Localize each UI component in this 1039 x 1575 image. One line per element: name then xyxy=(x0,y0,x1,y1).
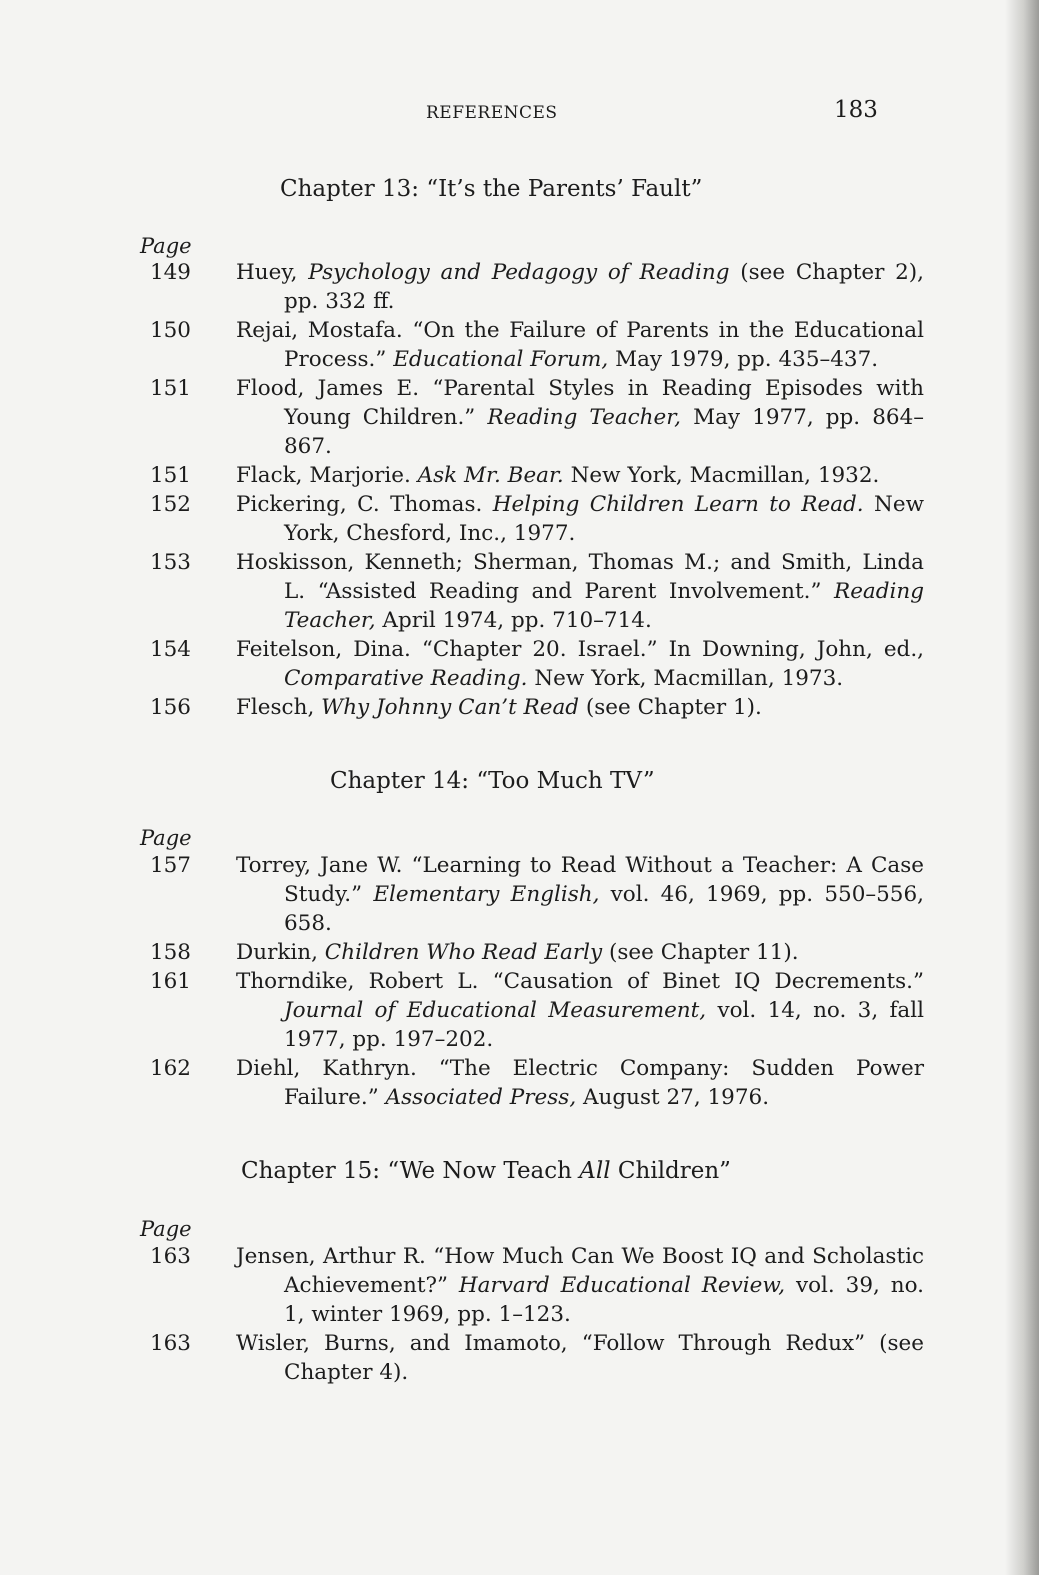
citation-text: vol. 46, 1969, pp. 550–556, 658. xyxy=(284,882,924,936)
citation-text: May 1977, pp. 864–867. xyxy=(284,405,925,459)
citation-text: Torrey, Jane W. “Learning to Read Without a Teacher: A Case Study.” xyxy=(236,853,924,907)
italic-title-text: Psychology and Pedagogy of Reading xyxy=(308,260,730,285)
reference-entry xyxy=(0,1054,1039,1112)
reference-citation xyxy=(236,851,924,938)
citation-text: April 1974, pp. 710–714. xyxy=(375,608,652,633)
citation-text: New York, Macmillan, 1973. xyxy=(527,666,844,691)
reference-entry xyxy=(0,374,1039,461)
reference-page-number: 162 xyxy=(149,1056,191,1081)
reference-citation xyxy=(236,461,924,490)
reference-entry xyxy=(0,316,1039,374)
reference-page-number: 163 xyxy=(149,1331,191,1356)
reference-entry xyxy=(0,461,1039,490)
citation-text: Hoskisson, Kenneth; Sherman, Thomas M.; and Smith, Linda L. “Assisted Reading and Parent Involvement.” xyxy=(236,550,924,604)
citation-text: (see Chapter 11). xyxy=(602,940,799,965)
citation-text: Thorndike, Robert L. “Causation of Binet IQ Decrements.” xyxy=(236,969,924,994)
citation-text: Children” xyxy=(610,1158,731,1184)
citation-text: Jensen, Arthur R. “How Much Can We Boost IQ and Scholastic Achievement?” xyxy=(236,1244,924,1298)
italic-title-text: Reading Teacher, xyxy=(487,405,682,430)
italic-title-text: All xyxy=(579,1158,611,1184)
citation-text: Flood, James E. “Parental Styles in Reading Episodes with Young Children.” xyxy=(236,376,924,430)
citation-text: August 27, 1976. xyxy=(576,1085,770,1110)
page-column-label: Page xyxy=(140,1217,192,1241)
reference-entry xyxy=(0,258,1039,316)
citation-text: Diehl, Kathryn. “The Electric Company: Sudden Power Failure.” xyxy=(236,1056,924,1110)
reference-page-number: 158 xyxy=(149,940,191,965)
citation-text: Rejai, Mostafa. “On the Failure of Parents in the Educational Process.” xyxy=(236,318,924,372)
reference-entry xyxy=(0,1329,1039,1387)
reference-entry xyxy=(0,938,1039,967)
italic-title-text: Helping Children Learn to Read. xyxy=(492,492,864,517)
reference-citation xyxy=(236,938,924,967)
reference-citation xyxy=(236,1054,924,1112)
italic-title-text: Associated Press, xyxy=(385,1085,577,1110)
reference-page-number: 153 xyxy=(149,550,191,575)
citation-text: (see Chapter 1). xyxy=(579,695,762,720)
italic-title-text: Children Who Read Early xyxy=(324,940,603,965)
reference-page-number: 156 xyxy=(149,695,191,720)
citation-text: May 1979, pp. 435–437. xyxy=(608,347,879,372)
citation-text: Durkin, xyxy=(236,940,325,965)
italic-title-text: Harvard Educational Review, xyxy=(458,1273,786,1298)
reference-entry xyxy=(0,967,1039,1054)
reference-entry xyxy=(0,1242,1039,1329)
reference-citation xyxy=(236,548,924,635)
citation-text: vol. 14, no. 3, fall 1977, pp. 197–202. xyxy=(284,998,924,1052)
citation-text: Wisler, Burns, and Imamoto, “Follow Through Redux” (see Chapter 4). xyxy=(236,1331,924,1385)
reference-citation xyxy=(236,1329,924,1387)
reference-citation xyxy=(236,316,924,374)
reference-page-number: 154 xyxy=(149,637,191,662)
reference-citation xyxy=(236,1242,924,1329)
italic-title-text: Educational Forum, xyxy=(393,347,609,372)
reference-entry xyxy=(0,851,1039,938)
citation-text: (see Chapter 2), pp. 332 ff. xyxy=(284,260,924,314)
citation-text: Huey, xyxy=(236,260,309,285)
italic-title-text: Ask Mr. Bear. xyxy=(417,463,564,488)
reference-page-number: 161 xyxy=(149,969,191,994)
citation-text: New York, Chesford, Inc., 1977. xyxy=(284,492,924,546)
citation-text: New York, Macmillan, 1932. xyxy=(563,463,880,488)
reference-citation xyxy=(236,635,924,693)
reference-page-number: 150 xyxy=(149,318,191,343)
citation-text: Flesch, xyxy=(236,695,322,720)
page-column-label: Page xyxy=(140,826,192,850)
citation-text: Chapter 15: “We Now Teach xyxy=(241,1158,580,1184)
reference-page-number: 149 xyxy=(149,260,191,285)
reference-page-number: 151 xyxy=(149,376,191,401)
citation-text: Pickering, C. Thomas. xyxy=(236,492,493,517)
reference-page-number: 163 xyxy=(149,1244,191,1269)
reference-page-number: 157 xyxy=(149,853,191,878)
chapter-title: Chapter 13: “It’s the Parents’ Fault” xyxy=(280,176,703,202)
citation-text: Feitelson, Dina. “Chapter 20. Israel.” In Downing, John, ed., xyxy=(236,637,924,662)
citation-text: Flack, Marjorie. xyxy=(236,463,418,488)
reference-list xyxy=(0,1242,1039,1387)
chapter-title: Chapter 14: “Too Much TV” xyxy=(330,768,655,794)
running-head: REFERENCES xyxy=(426,103,558,123)
reference-list xyxy=(0,851,1039,1112)
page-number: 183 xyxy=(834,97,878,123)
reference-citation xyxy=(236,693,924,722)
reference-page-number: 152 xyxy=(149,492,191,517)
italic-title-text: Reading Teacher, xyxy=(284,579,924,633)
italic-title-text: Comparative Reading. xyxy=(284,666,528,691)
reference-entry xyxy=(0,635,1039,693)
reference-citation xyxy=(236,490,924,548)
reference-citation xyxy=(236,967,924,1054)
reference-entry xyxy=(0,693,1039,722)
reference-entry xyxy=(0,490,1039,548)
page-column-label: Page xyxy=(140,234,192,258)
reference-entry xyxy=(0,548,1039,635)
reference-list xyxy=(0,258,1039,722)
chapter-title xyxy=(241,1158,731,1184)
reference-citation xyxy=(236,258,924,316)
italic-title-text: Journal of Educational Measurement, xyxy=(284,998,707,1023)
reference-citation xyxy=(236,374,924,461)
citation-text: vol. 39, no. 1, winter 1969, pp. 1–123. xyxy=(284,1273,924,1327)
italic-title-text: Elementary English, xyxy=(373,882,600,907)
reference-page-number: 151 xyxy=(149,463,191,488)
italic-title-text: Why Johnny Can’t Read xyxy=(321,695,580,720)
